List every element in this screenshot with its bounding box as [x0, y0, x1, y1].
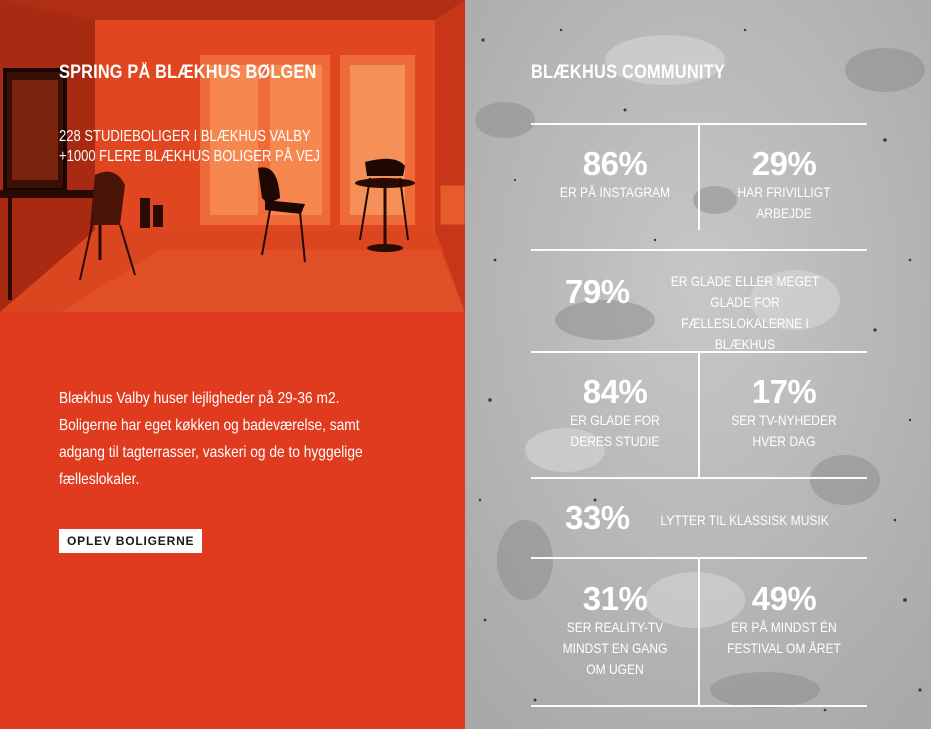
explore-homes-button[interactable]: OPLEV BOLIGERNE — [59, 529, 202, 553]
hero-subtitle-line-2: +1000 FLERE BLÆKHUS BOLIGER PÅ VEJ — [59, 148, 320, 165]
stat-festival — [715, 581, 853, 659]
stat-label: SER TV-NYHEDER HVER DAG — [731, 412, 837, 449]
stat-value: 49% — [751, 580, 817, 617]
stat-value: 84% — [582, 373, 648, 410]
stat-label: SER REALITY-TV MINDST EN GANG OM UGEN — [562, 619, 668, 677]
stat-value: 79% — [565, 273, 630, 310]
hero-subtitle-line-1: 228 STUDIEBOLIGER I BLÆKHUS VALBY — [59, 128, 311, 145]
stat-label: LYTTER TIL KLASSISK MUSIK — [660, 512, 829, 528]
stat-value: 31% — [582, 580, 648, 617]
hero-title: SPRING PÅ BLÆKHUS BØLGEN — [59, 62, 317, 83]
stat-label: ER GLADE FOR DERES STUDIE — [570, 412, 660, 449]
hero-image — [0, 0, 465, 312]
divider — [698, 558, 700, 706]
stat-tv-news — [715, 374, 853, 452]
stat-value: 86% — [582, 145, 648, 182]
hero-subtitle — [59, 127, 320, 167]
stat-value: 17% — [751, 373, 817, 410]
stat-label: ER PÅ INSTAGRAM — [559, 184, 671, 200]
divider — [531, 249, 867, 251]
community-title: BLÆKHUS COMMUNITY — [531, 62, 726, 83]
stat-label: ER GLADE ELLER MEGET GLADE FOR FÆLLESLOKALERNE I BLÆKHUS — [670, 273, 820, 352]
stat-reality-tv — [541, 581, 689, 680]
stat-volunteer — [725, 146, 843, 224]
community-panel — [465, 0, 931, 729]
stat-instagram — [531, 146, 699, 203]
divider — [698, 352, 700, 478]
stat-label: ER PÅ MINDST ÉN FESTIVAL OM ÅRET — [727, 619, 841, 656]
stat-study — [543, 374, 687, 452]
stat-value: 29% — [751, 145, 817, 182]
left-panel — [0, 0, 465, 729]
stat-label: HAR FRIVILLIGT ARBEJDE — [737, 184, 831, 221]
stat-value: 33% — [565, 499, 630, 536]
description-text: Blækhus Valby huser lejligheder på 29-36 m2. Boligerne har eget køkken og badeværelse, samt adgang til tagterrasser, vaskeri og de to hyggelige fælleslokaler. — [59, 390, 363, 488]
